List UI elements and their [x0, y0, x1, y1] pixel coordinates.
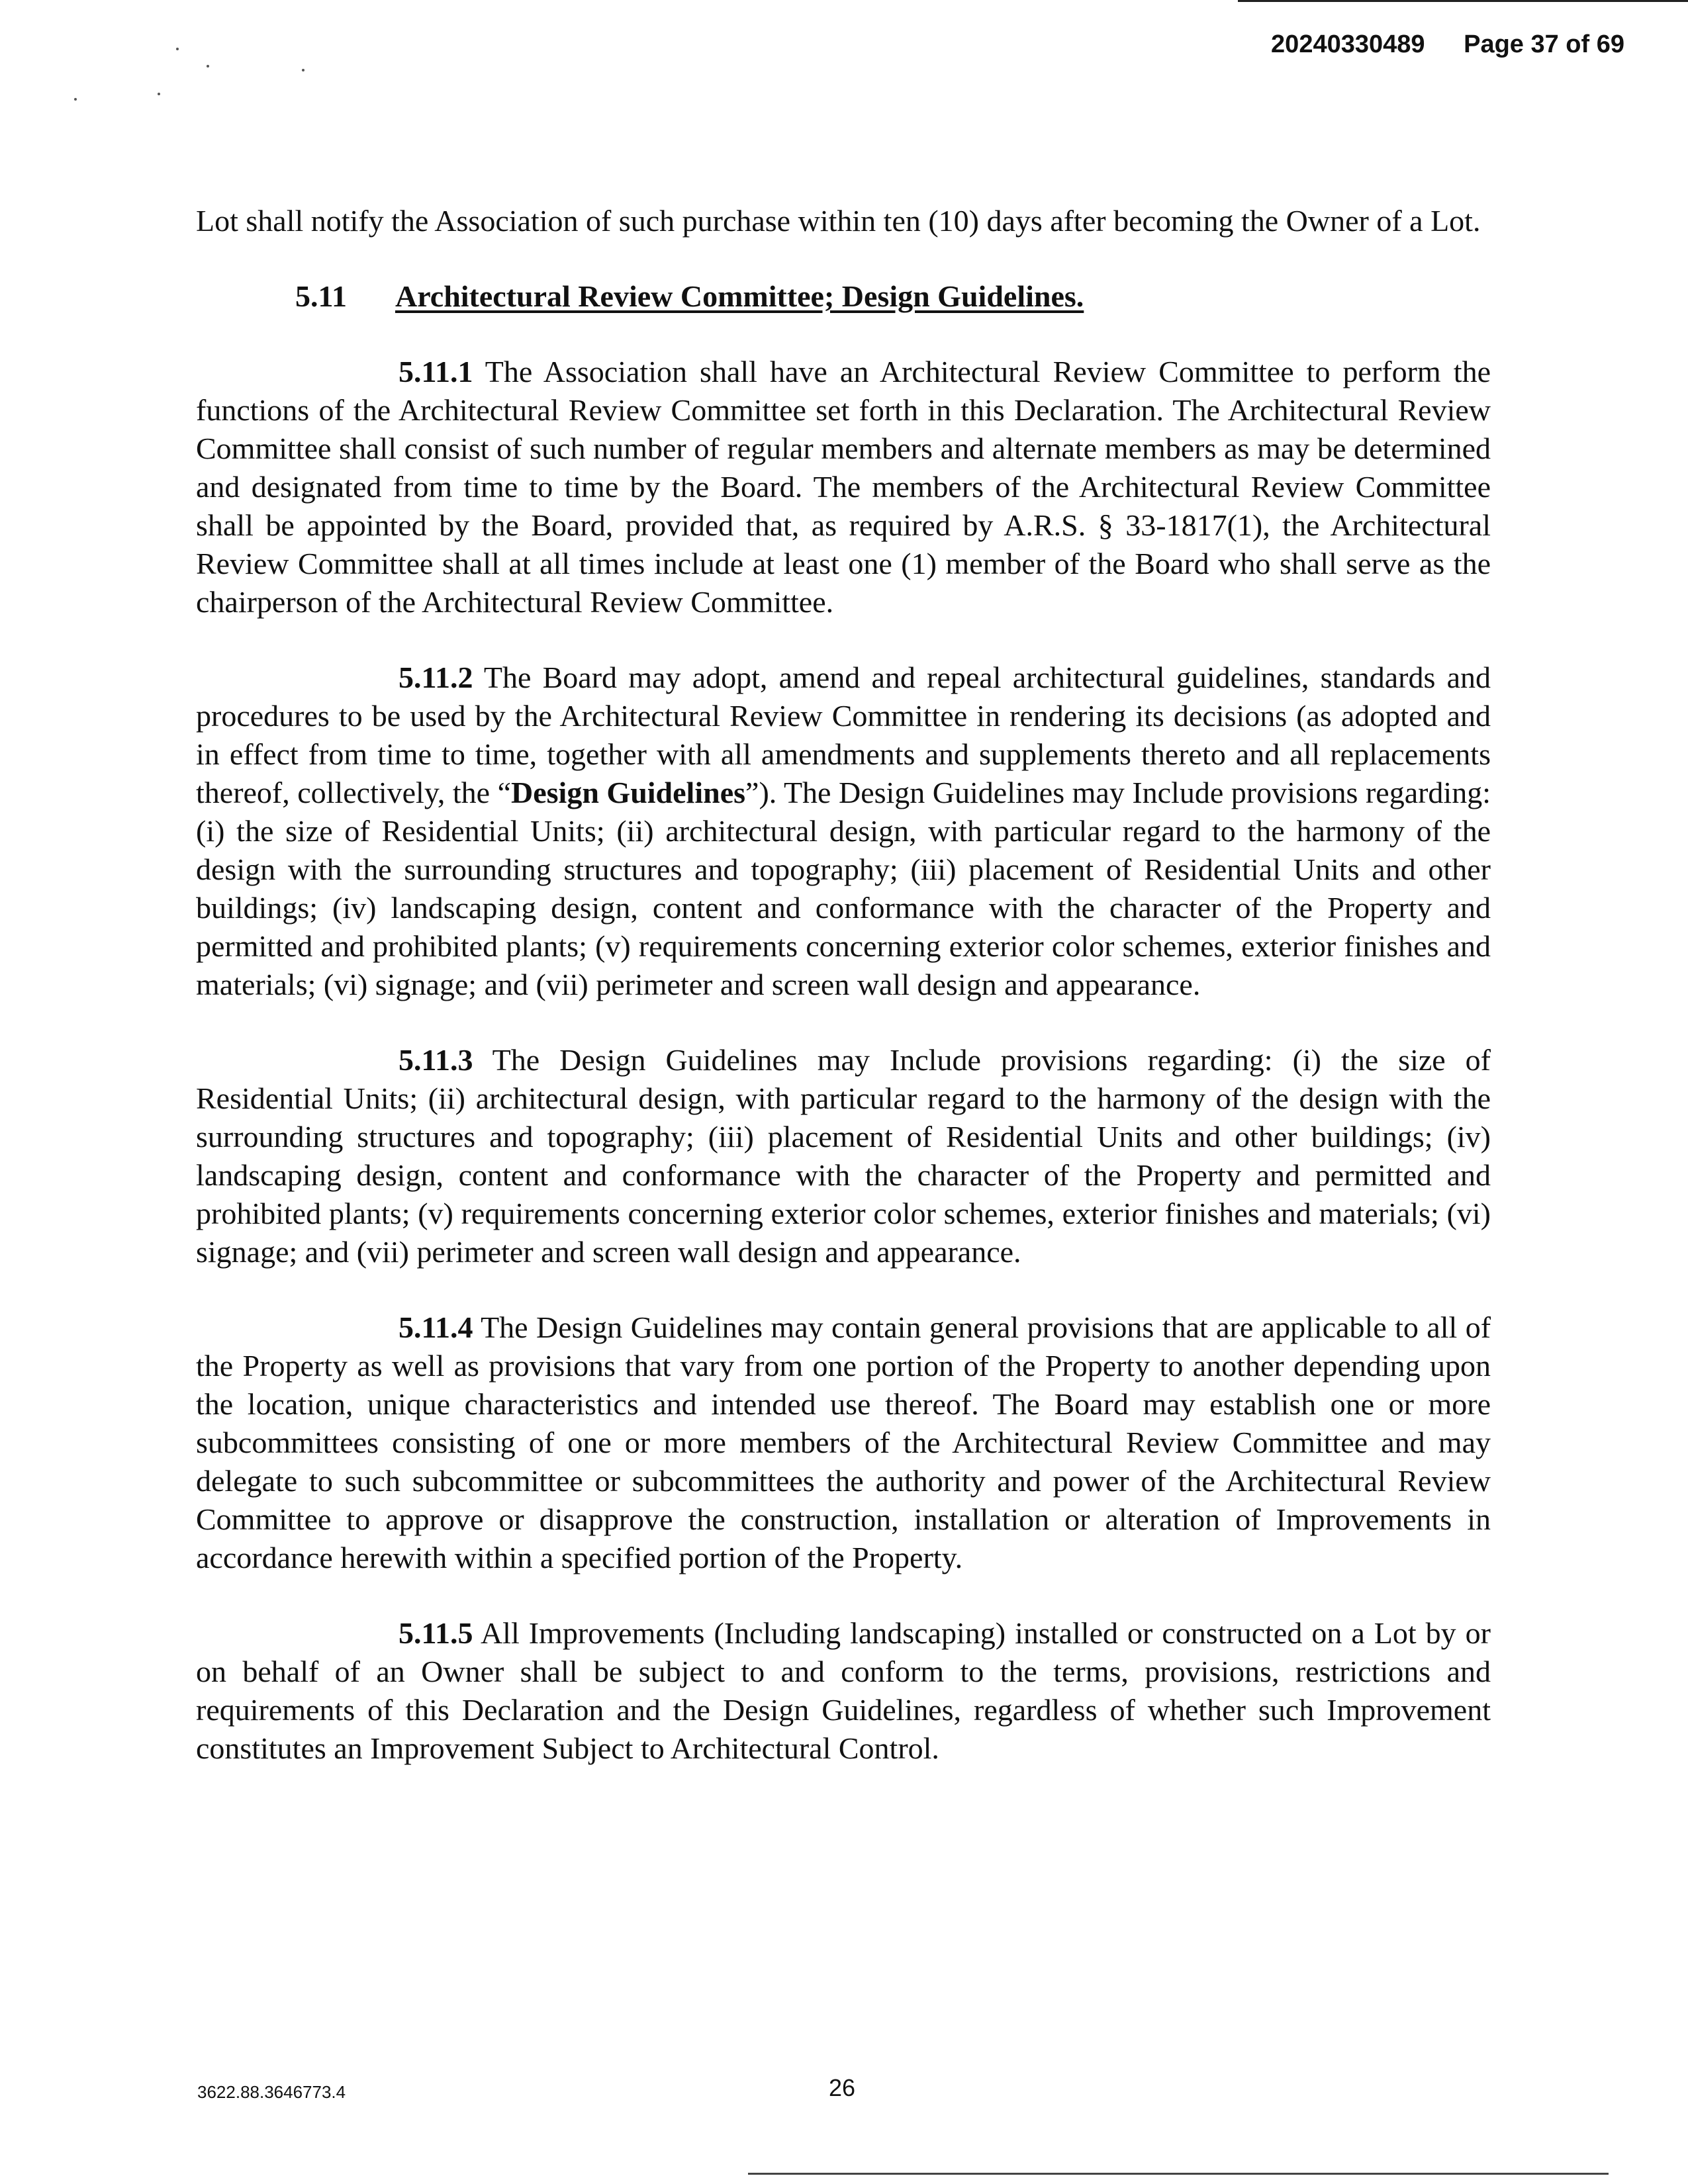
section-heading — [196, 277, 1491, 316]
subsection-number: 5.11.1 — [399, 355, 473, 388]
subsection-text: The Design Guidelines may contain general provisions that are applicable to all of the Property as well as provisions that vary from one portion of the Property to another depending upon the location, unique characteristics and intended use thereof. The Board may establish one or more subcommittees consisting of one or more members of the Architectural Review Committee and may delegate to such subcommittee or subcommittees the authority and power of the Architectural Review Committee to approve or disapprove the construction, installation or alteration of Improvements in accordance herewith within a specified portion of the Property. — [196, 1310, 1491, 1574]
subsection-text: The Board may adopt, amend and repeal architectural guidelines, standards and procedures to be used by the Architectural Review Committee in rendering its decisions (as adopted and in effect from time to time, together with all amendments and supplements thereto and all replacements thereof, collectively, the “ — [196, 660, 1491, 809]
page-count-label: Page 37 of 69 — [1464, 30, 1624, 58]
scan-speck — [302, 69, 305, 71]
top-scan-rule — [1238, 0, 1688, 2]
document-number: 20240330489 — [1271, 30, 1425, 58]
scan-speck — [74, 98, 77, 101]
subsection-5-11-5 — [196, 1614, 1491, 1768]
defined-term: Design Guidelines — [511, 776, 746, 809]
document-body — [196, 202, 1491, 1805]
subsection-number: 5.11.2 — [399, 660, 473, 694]
recording-header — [1271, 30, 1624, 59]
subsection-5-11-1 — [196, 353, 1491, 621]
scan-speck — [207, 65, 209, 68]
subsection-5-11-2 — [196, 659, 1491, 1004]
continuation-paragraph: Lot shall notify the Association of such purchase within ten (10) days after becoming the Owner of a Lot. — [196, 204, 1481, 238]
section-title: Architectural Review Committee; Design Guidelines. — [395, 279, 1084, 313]
subsection-text: The Design Guidelines may Include provisions regarding: (i) the size of Residential Units; (ii) architectural design, with particular regard to the harmony of the design with the surrounding structures and topography; (iii) placement of Residential Units and other buildings; (iv) landscaping design, content and conformance with the character of the Property and permitted and prohibited plants; (v) requirements concerning exterior color schemes, exterior finishes and materials; (vi) signage; and (vii) perimeter and screen wall design and appearance. — [196, 1043, 1491, 1269]
subsection-5-11-4 — [196, 1308, 1491, 1577]
subsection-number: 5.11.5 — [399, 1616, 473, 1650]
section-number: 5.11 — [295, 279, 347, 313]
footer-page-number: 26 — [829, 2074, 856, 2101]
scan-speck — [158, 93, 160, 95]
footer-document-id: 3622.88.3646773.4 — [197, 2082, 346, 2102]
bottom-scan-rule — [748, 2173, 1609, 2175]
subsection-5-11-3 — [196, 1041, 1491, 1271]
subsection-text-continued: ”). The Design Guidelines may Include provisions regarding: (i) the size of Residential Units; (ii) architectural design, with particular regard to the harmony of the design with the surrounding structures and topography; (iii) placement of Residential Units and other buildings; (iv) landscaping design, content and conformance with the character of the Property and permitted and prohibited plants; (v) requirements concerning exterior color schemes, exterior finishes and materials; (vi) signage; and (vii) perimeter and screen wall design and appearance. — [196, 776, 1491, 1001]
subsection-text: The Association shall have an Architectural Review Committee to perform the functions of the Architectural Review Committee set forth in this Declaration. The Architectural Review Committee shall consist of such number of regular members and alternate members as may be determined and designated from time to time by the Board. The members of the Architectural Review Committee shall be appointed by the Board, provided that, as required by A.R.S. § 33-1817(1), the Architectural Review Committee shall at all times include at least one (1) member of the Board who shall serve as the chairperson of the Architectural Review Committee. — [196, 355, 1491, 619]
subsection-number: 5.11.3 — [399, 1043, 473, 1077]
subsection-number: 5.11.4 — [399, 1310, 473, 1344]
subsection-text: All Improvements (Including landscaping) installed or constructed on a Lot by or on behalf of an Owner shall be subject to and conform to the terms, provisions, restrictions and requirements of this Declaration and the Design Guidelines, regardless of whether such Improvement constitutes an Improvement Subject to Architectural Control. — [196, 1616, 1491, 1765]
scan-speck — [176, 48, 179, 50]
